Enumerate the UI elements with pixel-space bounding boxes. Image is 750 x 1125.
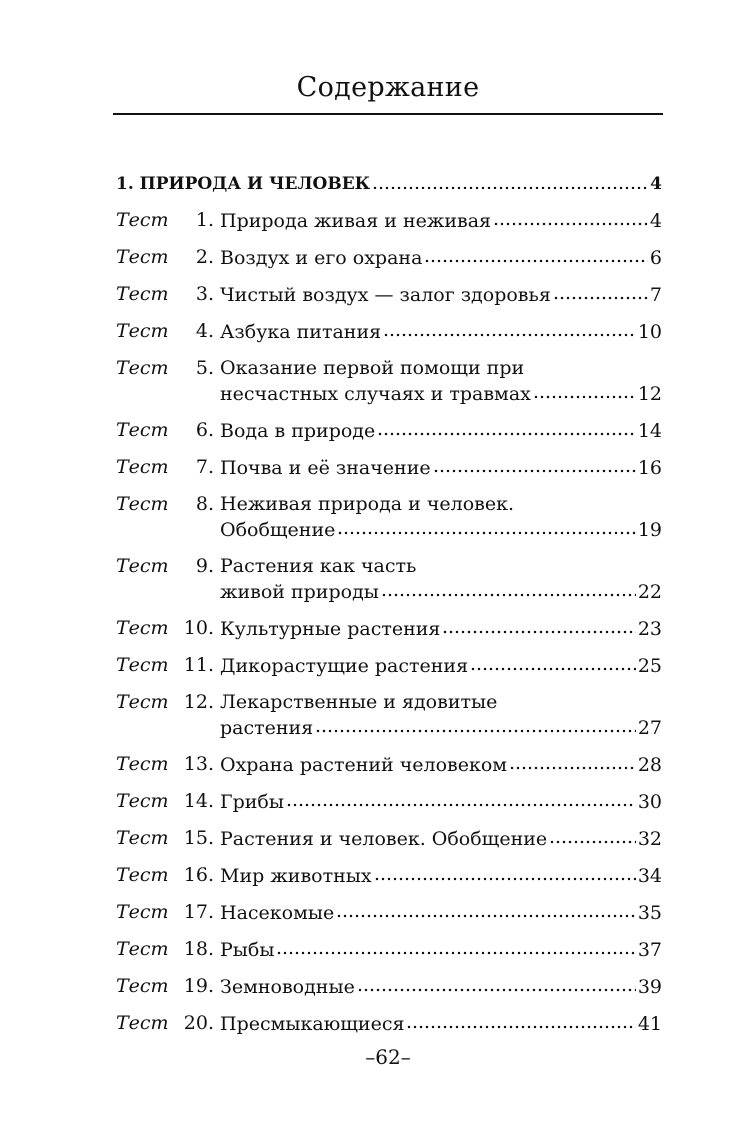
entry-body (220, 616, 662, 642)
test-label: Тест (116, 753, 169, 775)
test-label: Тест (116, 901, 169, 923)
entry-title: живой природы (220, 581, 379, 603)
entry-body (220, 826, 662, 852)
test-number: 20. (183, 1012, 214, 1034)
toc-entry[interactable] (116, 826, 662, 852)
dot-leader (337, 517, 635, 536)
entry-line (220, 381, 662, 407)
dot-leader (424, 245, 647, 264)
page-title: Содержание (296, 72, 480, 103)
entry-line (220, 282, 662, 308)
entry-line (220, 245, 662, 271)
test-label: Тест (116, 790, 169, 812)
entry-line (220, 319, 662, 345)
toc-entry[interactable] (116, 319, 662, 345)
dot-leader (406, 1011, 635, 1030)
test-number: 16. (183, 864, 214, 886)
test-number: 7. (195, 456, 214, 478)
entry-page-number: 6 (649, 247, 662, 269)
entry-title: Воздух и его охрана (220, 247, 423, 269)
entry-line (220, 863, 662, 889)
entry-title: Насекомые (220, 902, 335, 924)
page-number: –62– (365, 1045, 411, 1069)
entry-body (220, 900, 662, 926)
test-number: 17. (183, 901, 214, 923)
entry-body (220, 245, 662, 271)
test-label: Тест (116, 1012, 169, 1034)
entry-title: Рыбы (220, 939, 275, 961)
entry-body (220, 653, 662, 679)
entry-body (220, 356, 662, 407)
entry-page-number: 7 (649, 284, 662, 306)
toc-entry[interactable] (116, 492, 662, 543)
table-of-contents (116, 172, 662, 1048)
test-number: 11. (183, 654, 214, 676)
test-number: 18. (183, 938, 214, 960)
entry-page-number: 4 (649, 210, 662, 232)
toc-entry[interactable] (116, 863, 662, 889)
toc-entry[interactable] (116, 616, 662, 642)
toc-entry[interactable] (116, 690, 662, 741)
entry-page-number: 22 (637, 581, 662, 603)
entry-title: Культурные растения (220, 618, 441, 640)
entry-page-number: 32 (637, 828, 662, 850)
entry-body (220, 937, 662, 963)
entry-page-number: 23 (637, 618, 662, 640)
toc-entry[interactable] (116, 208, 662, 234)
entry-page-number: 39 (637, 976, 662, 998)
title-divider (113, 113, 663, 115)
entry-title: Обобщение (220, 519, 336, 541)
entry-line (220, 616, 662, 642)
test-number: 3. (195, 283, 214, 305)
dot-leader (433, 455, 636, 474)
test-label: Тест (116, 493, 169, 515)
entry-line (220, 900, 662, 926)
dot-leader (553, 282, 648, 301)
dot-leader (372, 172, 648, 189)
entry-page-number: 28 (637, 754, 662, 776)
entry-body (220, 455, 662, 481)
test-number: 15. (183, 827, 214, 849)
entry-body (220, 208, 662, 234)
entry-line (220, 418, 662, 444)
entry-page-number: 30 (637, 791, 662, 813)
toc-entry[interactable] (116, 653, 662, 679)
entry-title: Азбука питания (220, 321, 382, 343)
entry-title: Почва и её значение (220, 457, 431, 479)
entry-title: Вода в природе (220, 420, 376, 442)
entry-body (220, 418, 662, 444)
entry-line (220, 937, 662, 963)
test-label: Тест (116, 975, 169, 997)
test-number: 4. (195, 320, 214, 342)
entry-line (220, 752, 662, 778)
section-title: 1. ПРИРОДА И ЧЕЛОВЕК (116, 174, 371, 194)
test-number: 2. (195, 246, 214, 268)
entry-body (220, 974, 662, 1000)
entry-body (220, 752, 662, 778)
toc-entry[interactable] (116, 356, 662, 407)
entry-title: Мир животных (220, 865, 372, 887)
entry-page-number: 14 (637, 420, 662, 442)
dot-leader (315, 715, 636, 734)
toc-entry[interactable] (116, 282, 662, 308)
test-label: Тест (116, 357, 169, 379)
dot-leader (509, 752, 636, 771)
test-number: 6. (195, 419, 214, 441)
entry-body (220, 319, 662, 345)
entry-line (220, 208, 662, 234)
entry-line (220, 1011, 662, 1037)
entry-page-number: 37 (637, 939, 662, 961)
test-number: 10. (183, 617, 214, 639)
toc-entry[interactable] (116, 554, 662, 605)
dot-leader (493, 208, 648, 227)
dot-leader (442, 616, 635, 635)
test-label: Тест (116, 246, 169, 268)
dot-leader (470, 653, 636, 672)
test-number: 8. (195, 493, 214, 515)
entry-title: Охрана растений человеком (220, 754, 508, 776)
dot-leader (357, 974, 636, 993)
entry-line (220, 492, 662, 517)
toc-entry[interactable] (116, 900, 662, 926)
toc-entry[interactable] (116, 455, 662, 481)
test-label: Тест (116, 456, 169, 478)
section-page-number: 4 (650, 174, 662, 194)
entry-page-number: 12 (637, 383, 662, 405)
entry-line (220, 789, 662, 815)
toc-entry[interactable] (116, 752, 662, 778)
entry-page-number: 35 (637, 902, 662, 924)
entry-line (220, 455, 662, 481)
dot-leader (381, 579, 636, 598)
entry-title: Природа живая и неживая (220, 210, 492, 232)
entry-line (220, 579, 662, 605)
entry-body (220, 1011, 662, 1037)
entry-title: Пресмыкающиеся (220, 1013, 405, 1035)
entry-line (220, 653, 662, 679)
entry-title: Земноводные (220, 976, 355, 998)
test-label: Тест (116, 555, 169, 577)
test-label: Тест (116, 654, 169, 676)
toc-entry[interactable] (116, 937, 662, 963)
dot-leader (374, 863, 636, 882)
entry-line (220, 554, 662, 579)
entry-line (220, 356, 662, 381)
test-label: Тест (116, 283, 169, 305)
entry-body (220, 690, 662, 741)
toc-entry[interactable] (116, 789, 662, 815)
entry-title: Оказание первой помощи при (220, 357, 525, 379)
entry-line (220, 826, 662, 852)
toc-entry[interactable] (116, 974, 662, 1000)
entry-title: несчастных случаях и травмах (220, 383, 531, 405)
dot-leader (533, 381, 636, 400)
entry-page-number: 10 (637, 321, 662, 343)
entry-page-number: 34 (637, 865, 662, 887)
entry-title: растения (220, 717, 314, 739)
test-number: 5. (195, 357, 214, 379)
dot-leader (549, 826, 636, 845)
entry-page-number: 41 (637, 1013, 662, 1035)
entry-title: Неживая природа и человек. (220, 493, 515, 515)
entry-line (220, 690, 662, 715)
test-label: Тест (116, 320, 169, 342)
dot-leader (377, 418, 636, 437)
toc-entry[interactable] (116, 1011, 662, 1037)
test-number: 13. (183, 753, 214, 775)
entry-title: Дикорастущие растения (220, 655, 469, 677)
entry-body (220, 282, 662, 308)
test-number: 1. (195, 209, 214, 231)
test-label: Тест (116, 617, 169, 639)
dot-leader (336, 900, 636, 919)
entry-page-number: 25 (637, 655, 662, 677)
test-label: Тест (116, 209, 169, 231)
dot-leader (286, 789, 636, 808)
test-number: 12. (183, 691, 214, 713)
toc-entry[interactable] (116, 418, 662, 444)
entry-line (220, 517, 662, 543)
entry-title: Грибы (220, 791, 284, 813)
entry-page-number: 16 (637, 457, 662, 479)
entry-body (220, 863, 662, 889)
test-label: Тест (116, 419, 169, 441)
dot-leader (276, 937, 635, 956)
entry-body (220, 789, 662, 815)
entry-body (220, 492, 662, 543)
toc-entry[interactable] (116, 245, 662, 271)
test-number: 9. (195, 555, 214, 577)
test-number: 19. (183, 975, 214, 997)
test-number: 14. (183, 790, 214, 812)
test-label: Тест (116, 864, 169, 886)
entry-title: Чистый воздух — залог здоровья (220, 284, 551, 306)
entry-page-number: 27 (637, 717, 662, 739)
test-label: Тест (116, 827, 169, 849)
entry-page-number: 19 (637, 519, 662, 541)
dot-leader (383, 319, 636, 338)
entry-title: Лекарственные и ядовитые (220, 691, 498, 713)
entry-body (220, 554, 662, 605)
entry-line (220, 715, 662, 741)
toc-section-heading[interactable] (116, 172, 662, 208)
test-label: Тест (116, 691, 169, 713)
toc-entries (116, 208, 662, 1037)
test-label: Тест (116, 938, 169, 960)
entry-title: Растения как часть (220, 555, 417, 577)
entry-title: Растения и человек. Обобщение (220, 828, 548, 850)
entry-line (220, 974, 662, 1000)
